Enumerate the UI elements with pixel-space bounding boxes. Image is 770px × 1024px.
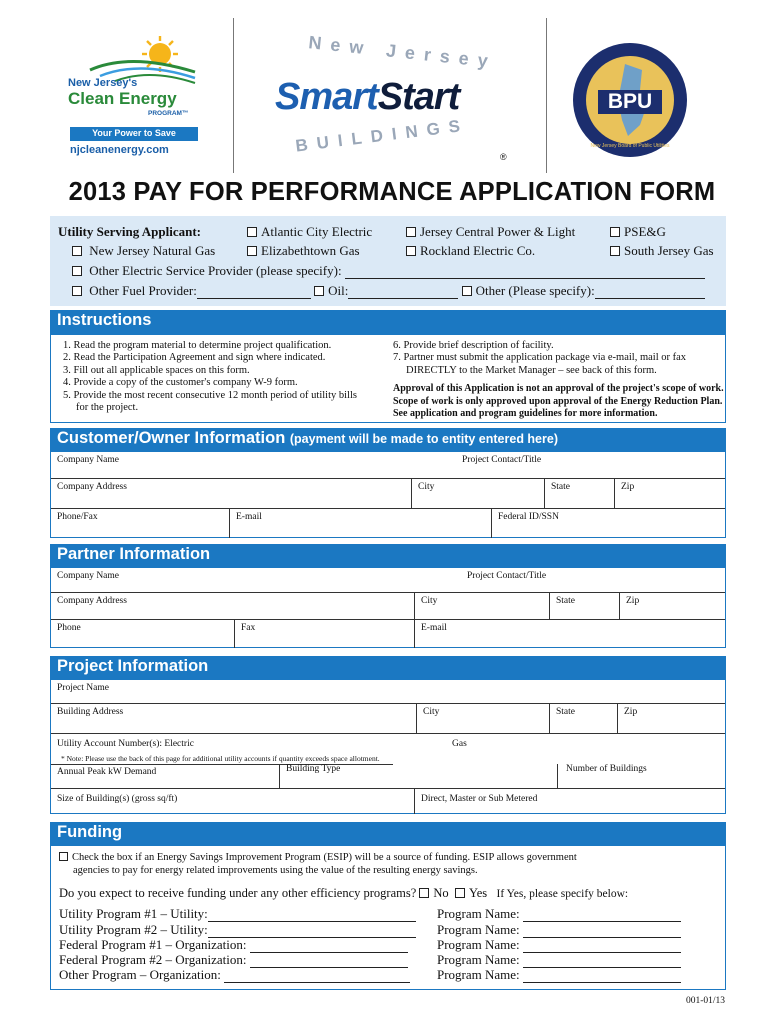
checkbox[interactable] bbox=[247, 246, 257, 256]
project-name-field[interactable]: Project Name bbox=[57, 683, 109, 693]
utility-option-rockland[interactable]: Rockland Electric Co. bbox=[406, 243, 535, 259]
utility-option-njng[interactable]: New Jersey Natural Gas bbox=[72, 243, 215, 259]
partner-state-field[interactable]: State bbox=[549, 593, 619, 619]
yes-checkbox[interactable] bbox=[455, 888, 465, 898]
utility-other-fuel[interactable]: Other Fuel Provider: Oil: Other (Please specify): bbox=[72, 283, 705, 299]
partner-fax-field[interactable]: Fax bbox=[234, 620, 414, 648]
checkbox[interactable] bbox=[72, 246, 82, 256]
checkbox[interactable] bbox=[406, 246, 416, 256]
project-state-field[interactable]: State bbox=[549, 704, 617, 733]
funding-header bbox=[50, 822, 726, 846]
program-name-1-field[interactable] bbox=[523, 910, 681, 922]
partner-company-name-field[interactable]: Company Name bbox=[57, 571, 120, 581]
checkbox[interactable] bbox=[72, 266, 82, 276]
customer-project-contact-field[interactable]: Project Contact/Title bbox=[462, 455, 542, 465]
project-header bbox=[50, 656, 726, 680]
esip-line2: agencies to pay for energy related improvements using the value of the resulting energy savings. bbox=[73, 865, 478, 876]
customer-header bbox=[50, 428, 726, 452]
checkbox[interactable] bbox=[610, 227, 620, 237]
esip-checkbox-row[interactable]: Check the box if an Energy Savings Improvement Program (ESIP) will be a source of funding. ESIP allows government bbox=[59, 852, 577, 863]
funding-heading: Funding bbox=[57, 823, 123, 841]
other-electric-field[interactable] bbox=[345, 267, 705, 279]
checkbox[interactable] bbox=[406, 227, 416, 237]
cleanenergy-tagline: Your Power to Save bbox=[92, 128, 176, 138]
approval-note-2: Scope of work is only approved upon approval of the Energy Reduction Plan. bbox=[393, 395, 723, 407]
customer-federal-id-field[interactable]: Federal ID/SSN bbox=[491, 509, 727, 538]
program-row-1: Utility Program #1 – Utility: bbox=[59, 906, 416, 922]
program-name-5-field[interactable] bbox=[523, 971, 681, 983]
utility-accounts-note: * Note: Please use the back of this page for additional utility accounts if quantity exceeds space allotment. bbox=[61, 754, 380, 763]
project-row-4 bbox=[51, 764, 725, 789]
cleanenergy-line1: New Jersey's bbox=[68, 77, 138, 89]
project-building-type-field[interactable]: Building Type bbox=[279, 764, 557, 788]
partner-address-field[interactable]: Company Address bbox=[57, 596, 127, 606]
partner-header bbox=[50, 544, 726, 568]
instructions-body bbox=[50, 335, 726, 423]
partner-project-contact-field[interactable]: Project Contact/Title bbox=[467, 571, 547, 581]
utility-option-etg[interactable]: Elizabethtown Gas bbox=[247, 243, 360, 259]
checkbox[interactable] bbox=[314, 286, 324, 296]
project-zip-field[interactable]: Zip bbox=[617, 704, 727, 733]
program-row-5: Other Program – Organization: bbox=[59, 967, 410, 983]
program-1-field[interactable] bbox=[208, 910, 416, 922]
project-number-buildings-field[interactable]: Number of Buildings bbox=[557, 764, 727, 788]
bpu-abbr: BPU bbox=[607, 90, 653, 113]
bpu-ring-text: New Jersey Board of Public Utilities bbox=[590, 143, 670, 149]
header-divider-left bbox=[233, 18, 234, 173]
program-row-4: Federal Program #2 – Organization: bbox=[59, 952, 408, 968]
project-row-2 bbox=[51, 704, 725, 734]
partner-heading: Partner Information bbox=[57, 545, 211, 563]
clean-energy-logo bbox=[60, 32, 205, 162]
oil-field[interactable] bbox=[348, 287, 458, 299]
customer-heading: Customer/Owner Information (payment will be made to entity entered here) bbox=[57, 429, 558, 447]
program-name-3: Program Name: bbox=[437, 937, 681, 953]
project-form bbox=[50, 680, 726, 814]
project-metered-field[interactable]: Direct, Master or Sub Metered bbox=[414, 789, 727, 814]
customer-row-1 bbox=[51, 452, 725, 479]
customer-zip-field[interactable]: Zip bbox=[614, 479, 727, 508]
project-heading: Project Information bbox=[57, 657, 209, 675]
approval-note-1: Approval of this Application is not an approval of the project's scope of work. bbox=[393, 383, 724, 395]
other-fuel-field[interactable] bbox=[197, 287, 311, 299]
utility-option-pseg[interactable]: PSE&G bbox=[610, 224, 666, 240]
cleanenergy-line2: Clean Energy bbox=[68, 89, 177, 108]
instructions-heading: Instructions bbox=[57, 311, 152, 329]
smartstart-arc-top: New Jersey bbox=[307, 32, 498, 72]
program-name-2: Program Name: bbox=[437, 922, 681, 938]
checkbox[interactable] bbox=[462, 286, 472, 296]
cleanenergy-url: njcleanenergy.com bbox=[70, 144, 169, 156]
smartstart-logo bbox=[270, 32, 520, 170]
partner-row-3 bbox=[51, 620, 725, 648]
page-title: 2013 PAY FOR PERFORMANCE APPLICATION FORM bbox=[68, 178, 716, 206]
customer-row-2 bbox=[51, 479, 725, 509]
utility-serving-box bbox=[50, 216, 726, 306]
instructions-right: 6. Provide brief description of facility. 7. Partner must submit the application package via e-mail, mail or fax DIRECTLY to the Market Manager – see back of this form. Approval of this Application is not an approval of the project's scope of work. Scope of work is only approved upon approval of the Energy Reduction Plan. See application and program guidelines for more information. bbox=[393, 340, 724, 420]
no-checkbox[interactable] bbox=[419, 888, 429, 898]
utility-option-jcpl[interactable]: Jersey Central Power & Light bbox=[406, 224, 575, 240]
partner-email-field[interactable]: E-mail bbox=[414, 620, 727, 648]
utility-option-sjg[interactable]: South Jersey Gas bbox=[610, 243, 714, 259]
project-gas-account-field[interactable]: Gas bbox=[452, 739, 467, 749]
smartstart-word2: Start bbox=[377, 76, 460, 118]
project-peak-kw-field[interactable]: Annual Peak kW Demand bbox=[57, 767, 157, 777]
smartstart-arc-bottom: BUILDINGS bbox=[294, 115, 470, 156]
esip-checkbox[interactable] bbox=[59, 852, 68, 861]
instructions-header bbox=[50, 310, 726, 335]
project-size-field[interactable]: Size of Building(s) (gross sq/ft) bbox=[57, 794, 178, 804]
funding-body bbox=[50, 846, 726, 990]
checkbox[interactable] bbox=[610, 246, 620, 256]
bpu-seal bbox=[570, 40, 690, 160]
program-name-1: Program Name: bbox=[437, 906, 681, 922]
project-row-3 bbox=[51, 734, 725, 766]
project-city-field[interactable]: City bbox=[416, 704, 549, 733]
program-name-5: Program Name: bbox=[437, 967, 681, 983]
customer-phone-fax-field[interactable]: Phone/Fax bbox=[57, 512, 98, 522]
smartstart-word1: Smart bbox=[275, 76, 378, 118]
program-row-2: Utility Program #2 – Utility: bbox=[59, 922, 416, 938]
program-5-field[interactable] bbox=[224, 971, 410, 983]
program-row-3: Federal Program #1 – Organization: bbox=[59, 937, 408, 953]
form-code: 001-01/13 bbox=[685, 996, 725, 1006]
customer-form bbox=[50, 452, 726, 538]
partner-phone-field[interactable]: Phone bbox=[57, 623, 81, 633]
partner-zip-field[interactable]: Zip bbox=[619, 593, 727, 619]
customer-state-field[interactable]: State bbox=[544, 479, 614, 508]
approval-note-3: See application and program guidelines for more information. bbox=[393, 408, 658, 420]
program-name-4: Program Name: bbox=[437, 952, 681, 968]
project-row-1 bbox=[51, 680, 725, 704]
utility-option-ace[interactable]: Atlantic City Electric bbox=[247, 224, 372, 240]
other-specify-field[interactable] bbox=[595, 287, 705, 299]
partner-form bbox=[50, 568, 726, 648]
instructions-left: 1. Read the program material to determine project qualification. 2. Read the Participation Agreement and sign where indicated. 3. Fill out all applicable spaces on this form. 4. Provide a copy of the customer's company W-9 form. 5. Provide the most recent consecutive 12 month period of utility bills for the project. bbox=[63, 340, 357, 414]
partner-city-field[interactable]: City bbox=[414, 593, 549, 619]
partner-row-1 bbox=[51, 568, 725, 593]
customer-city-field[interactable]: City bbox=[411, 479, 544, 508]
smartstart-registered: ® bbox=[500, 152, 507, 162]
utility-other-electric[interactable]: Other Electric Service Provider (please specify): bbox=[72, 263, 705, 279]
smartstart-wordmark bbox=[275, 76, 459, 119]
cleanenergy-line3: PROGRAM™ bbox=[148, 110, 189, 117]
project-electric-account-field[interactable]: Utility Account Number(s): Electric bbox=[57, 739, 194, 749]
customer-email-field[interactable]: E-mail bbox=[229, 509, 491, 538]
customer-company-name-field[interactable]: Company Name bbox=[57, 455, 120, 465]
funding-question-row: Do you expect to receive funding under any other efficiency programs? No Yes If Yes, please specify below: bbox=[59, 886, 629, 900]
project-row-5 bbox=[51, 789, 725, 814]
project-building-address-field[interactable]: Building Address bbox=[57, 707, 124, 717]
customer-subheading: (payment will be made to entity entered here) bbox=[289, 432, 558, 446]
utility-label: Utility Serving Applicant: bbox=[58, 224, 202, 239]
partner-row-2 bbox=[51, 593, 725, 620]
customer-row-3 bbox=[51, 509, 725, 538]
checkbox[interactable] bbox=[72, 286, 82, 296]
customer-address-field[interactable]: Company Address bbox=[57, 482, 127, 492]
checkbox[interactable] bbox=[247, 227, 257, 237]
header-divider-right bbox=[546, 18, 547, 173]
